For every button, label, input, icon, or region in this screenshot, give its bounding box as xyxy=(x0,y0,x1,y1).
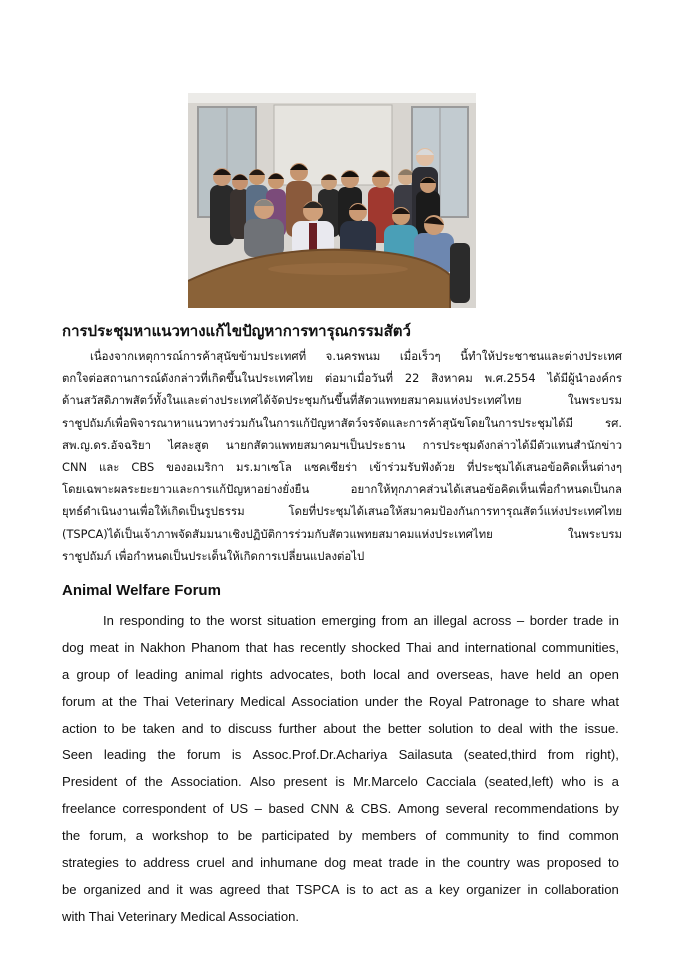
word: border xyxy=(529,613,568,628)
word: ยุทธ์ดำเนินงานเพื่อให้เกิดเป็นรูปธรรม xyxy=(62,504,245,519)
word: the xyxy=(157,747,176,763)
word: to xyxy=(362,881,374,897)
word: พ.ศ.2554 xyxy=(484,371,536,386)
word: Thai xyxy=(406,639,432,655)
word: overseas, xyxy=(436,666,494,682)
word: members xyxy=(361,828,417,844)
group-photo xyxy=(188,93,476,308)
word: – xyxy=(254,801,262,817)
word: better xyxy=(387,720,422,736)
word: as xyxy=(404,881,419,897)
word: has xyxy=(273,639,295,655)
word: CNN xyxy=(310,801,339,817)
word: to xyxy=(210,720,222,736)
word: of xyxy=(425,828,437,844)
word: โดยที่ประชุมได้เสนอให้สมาคมป้องกันการทารุณสัตว์แห่งประเทศไทย xyxy=(288,504,622,519)
english-paragraph-line xyxy=(62,742,619,769)
word: act xyxy=(380,881,398,897)
word: ในพระบรม xyxy=(568,393,622,408)
thai-paragraph-line xyxy=(62,456,622,478)
word: and xyxy=(407,666,430,682)
word: CBS xyxy=(131,459,155,474)
word: be xyxy=(62,881,77,897)
thai-paragraph-line xyxy=(62,523,622,545)
word: local xyxy=(373,666,401,682)
word: issue. xyxy=(584,720,619,736)
english-paragraph-line xyxy=(62,608,619,635)
word: correspondent xyxy=(122,801,207,817)
word: forum, xyxy=(89,828,127,844)
english-paragraph-line xyxy=(62,796,619,823)
word: Patronage xyxy=(468,693,529,709)
word: right), xyxy=(585,747,619,763)
word: การประชุมดังกล่าวได้มีตัวแทนสำนักข่าว xyxy=(422,437,622,452)
word: collaboration xyxy=(544,881,619,897)
word: in xyxy=(608,613,619,628)
word: ตกใจต่อสถานการณ์ดังกล่าวที่เกิดขึ้นในประเทศไทย xyxy=(62,371,314,386)
word: leading xyxy=(103,747,147,763)
word: and xyxy=(181,720,204,736)
word: present xyxy=(283,774,328,790)
word: animal xyxy=(184,666,224,682)
word: is xyxy=(231,747,242,763)
word: open xyxy=(589,666,619,682)
word: Nakhon xyxy=(140,639,186,655)
word: dog xyxy=(324,855,347,871)
word: recommendations xyxy=(494,801,599,817)
english-paragraph-line xyxy=(62,850,619,877)
word: 22 xyxy=(404,371,420,386)
english-paragraph-line xyxy=(62,635,619,662)
thai-paragraph-line xyxy=(62,500,622,522)
word: inhumane xyxy=(260,855,318,871)
word: & xyxy=(345,801,355,817)
word: from xyxy=(547,747,575,763)
word: by xyxy=(338,828,353,844)
word: to xyxy=(480,720,492,736)
word: is xyxy=(346,881,356,897)
word: communities, xyxy=(541,639,619,655)
word: อยากให้ทุกภาคส่วนได้เสนอข้อคิดเห็นเพื่อกำหนดเป็นกล xyxy=(350,482,622,497)
word: it xyxy=(176,881,183,897)
word: cruel xyxy=(196,855,225,871)
word: both xyxy=(340,666,366,682)
english-paragraph-line xyxy=(62,662,619,689)
word: Phanom xyxy=(191,639,240,655)
word: จ.นครพนม xyxy=(325,349,381,363)
word: of xyxy=(117,666,129,682)
word: สิงหาคม xyxy=(431,371,473,386)
word: at xyxy=(101,693,113,709)
word: find xyxy=(538,828,560,844)
word: dog xyxy=(62,639,84,655)
word: agreed xyxy=(219,881,261,897)
word: ไศละสูต xyxy=(168,437,209,452)
word: leading xyxy=(135,666,178,682)
word: a xyxy=(424,881,433,897)
english-paragraph-line xyxy=(62,769,619,796)
word: across xyxy=(472,613,512,628)
word: Thai xyxy=(143,693,169,709)
word: to xyxy=(518,828,530,844)
word: a xyxy=(611,774,619,790)
thai-paragraph-line: ราชูปถัมภ์ เพื่อกำหนดเป็นประเด็นให้เกิดการเปลี่ยนแปลงต่อไป xyxy=(62,548,365,563)
word: country xyxy=(467,855,510,871)
word: of xyxy=(125,774,137,790)
thai-paragraph-line xyxy=(62,434,622,456)
word: in xyxy=(527,881,538,897)
word: Assoc.Prof.Dr.Achariya xyxy=(252,747,388,763)
word: โดยเฉพาะผลระยะยาวและการแก้ปัญหาอย่างยั่งยืน xyxy=(62,482,310,497)
word: the xyxy=(62,828,81,844)
word: to xyxy=(535,693,547,709)
english-heading: Animal Welfare Forum xyxy=(62,582,221,599)
english-paragraph-line xyxy=(62,689,619,716)
word: and xyxy=(147,881,170,897)
word: held xyxy=(535,666,561,682)
word: is xyxy=(593,774,604,790)
english-paragraph-line xyxy=(62,823,619,850)
word: that xyxy=(245,639,268,655)
thai-heading: การประชุมหาแนวทางแก้ไขปัญหาการทารุณกรรมสัตว์ xyxy=(62,322,411,340)
word: CBS. xyxy=(360,801,392,817)
word: several xyxy=(445,801,488,817)
word: strategies xyxy=(62,855,119,871)
word: that xyxy=(267,881,290,897)
word: address xyxy=(143,855,190,871)
word: illegal xyxy=(433,613,468,628)
word: an xyxy=(567,666,583,682)
word: สพ.ญ.ดร.อัจฉริยา xyxy=(62,437,152,452)
word: ของอเมริกา xyxy=(166,459,225,474)
word: forum xyxy=(187,747,221,763)
word: further xyxy=(278,720,317,736)
word: of xyxy=(212,801,224,817)
word: US xyxy=(229,801,249,817)
word: Sailasuta xyxy=(398,747,453,763)
word: ต่อมาเมื่อวันที่ xyxy=(324,371,393,386)
word: taken xyxy=(142,720,175,736)
word: emerging xyxy=(321,613,377,628)
word: trade xyxy=(573,613,604,628)
word: group xyxy=(76,666,111,682)
word: Association. xyxy=(171,774,242,790)
word: what xyxy=(591,693,619,709)
word: TSPCA xyxy=(295,881,340,897)
thai-paragraph-line xyxy=(62,412,622,434)
word: a xyxy=(62,666,70,682)
word: the xyxy=(404,693,423,709)
word: shocked xyxy=(351,639,401,655)
word: an xyxy=(413,613,429,628)
word: based xyxy=(268,801,305,817)
word: proposed xyxy=(546,855,602,871)
word: common xyxy=(568,828,619,844)
word: แซคเซียร่า xyxy=(303,459,358,474)
word: be xyxy=(237,828,253,844)
word: Medical xyxy=(240,693,286,709)
word: about xyxy=(323,720,357,736)
word: the xyxy=(362,720,382,736)
word: Seen xyxy=(62,747,93,763)
word: discuss xyxy=(228,720,272,736)
word: action xyxy=(62,720,97,736)
word: who xyxy=(561,774,586,790)
word: Association xyxy=(291,693,359,709)
word: the xyxy=(442,855,461,871)
word: นายกสัตวแพทยสมาคมฯเป็นประธาน xyxy=(225,437,406,452)
word: have xyxy=(500,666,529,682)
word: solution xyxy=(428,720,474,736)
word: the xyxy=(144,774,163,790)
word: นี้ทำให้ประชาชนและต่างประเทศ xyxy=(460,349,622,363)
word: ด้านสวัสดิภาพสัตว์ทั้งในและต่างประเทศได้จัดประชุมกันขึ้นที่สัตวแพทยสมาคมแห่งประเทศไทย xyxy=(62,393,522,408)
word: the xyxy=(118,693,138,709)
word: meat xyxy=(352,855,382,871)
word: In xyxy=(103,613,114,628)
word: with xyxy=(529,720,553,736)
word: Mr.Marcelo xyxy=(353,774,418,790)
english-paragraph-line xyxy=(62,716,619,743)
word: trade xyxy=(388,855,419,871)
word: and xyxy=(231,855,254,871)
word: rights xyxy=(230,666,263,682)
word: key xyxy=(439,881,460,897)
word: เนื่องจากเหตุการณ์การค้าสุนัขข้ามประเทศที่ xyxy=(90,349,307,363)
word: from xyxy=(381,613,408,628)
word: (TSPCA)ได้เป็นเจ้าภาพจัดสัมมนาเชิงปฏิบัติการร่วมกับสัตวแพทยสมาคมแห่งประเทศไทย xyxy=(62,526,493,541)
english-paragraph-line xyxy=(62,877,619,904)
word: under xyxy=(364,693,399,709)
word: เข้าร่วมรับฟังด้วย xyxy=(369,459,455,474)
word: worst xyxy=(230,613,262,628)
word: participated xyxy=(261,828,330,844)
word: community xyxy=(445,828,509,844)
word: to xyxy=(189,613,201,628)
word: รศ. xyxy=(605,415,622,430)
word: the xyxy=(559,720,578,736)
word: deal xyxy=(497,720,523,736)
thai-paragraph-line xyxy=(62,367,622,389)
word: President xyxy=(62,774,118,790)
word: organized xyxy=(83,881,141,897)
word: responding xyxy=(119,613,185,628)
word: (seated,left) xyxy=(484,774,554,790)
word: a xyxy=(135,828,144,844)
word: in xyxy=(124,639,135,655)
word: to xyxy=(217,828,229,844)
group-photo-illustration xyxy=(188,93,476,308)
word: (seated,third xyxy=(463,747,537,763)
word: to xyxy=(125,855,137,871)
word: was xyxy=(189,881,213,897)
thai-paragraph-line xyxy=(62,478,622,500)
word: ในพระบรม xyxy=(568,526,622,541)
word: Cacciala xyxy=(425,774,477,790)
thai-paragraph-line xyxy=(62,389,622,411)
word: Also xyxy=(249,774,276,790)
word: CNN xyxy=(62,459,87,474)
word: มร.มาเซโล xyxy=(235,459,292,474)
word: is xyxy=(335,774,345,790)
word: by xyxy=(604,801,619,817)
word: Royal xyxy=(428,693,463,709)
word: was xyxy=(516,855,540,871)
word: ราชูปถัมภ์เพื่อพิจารณาหาแนวทางร่วมกันในการแก้ปัญหาสัตว์จรจัดและการค้าสุนัขโดยในการประชุมได้มี xyxy=(62,415,574,430)
thai-paragraph-line xyxy=(62,345,622,367)
word: meat xyxy=(89,639,119,655)
word: เมื่อเร็วๆ xyxy=(399,349,441,363)
word: Among xyxy=(397,801,440,817)
english-paragraph xyxy=(62,608,619,931)
english-paragraph-line: with Thai Veterinary Medical Association. xyxy=(62,908,300,924)
word: international xyxy=(464,639,537,655)
word: situation xyxy=(267,613,316,628)
word: to xyxy=(103,720,115,736)
word: – xyxy=(516,613,525,628)
word: ที่ประชุมได้เสนอข้อคิดเห็นต่างๆ xyxy=(466,459,622,474)
thai-paragraph xyxy=(62,345,622,567)
word: and xyxy=(437,639,460,655)
word: forum xyxy=(62,693,96,709)
word: workshop xyxy=(152,828,209,844)
word: to xyxy=(608,855,619,871)
word: Veterinary xyxy=(174,693,234,709)
word: ได้มีผู้นำองค์กร xyxy=(547,371,622,386)
word: และ xyxy=(98,459,120,474)
word: share xyxy=(552,693,586,709)
word: the xyxy=(206,613,225,628)
word: in xyxy=(425,855,436,871)
word: recently xyxy=(299,639,346,655)
word: advocates, xyxy=(269,666,334,682)
word: organizer xyxy=(466,881,521,897)
word: be xyxy=(121,720,137,736)
word: freelance xyxy=(62,801,116,817)
